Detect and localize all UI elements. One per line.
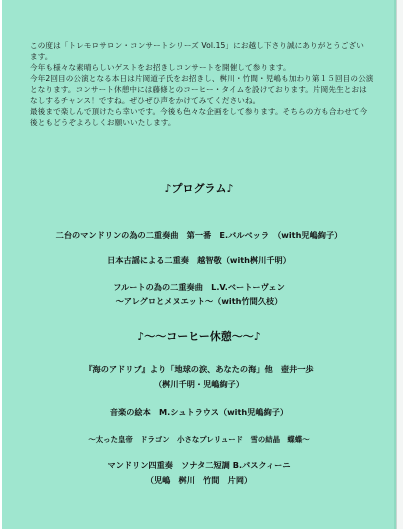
program-sheet (2, 0, 396, 529)
intro-line: 今年2回目の公演となる本日は片岡道子氏をお招きし、桝川・竹間・児嶋も加わり第１５回目の公演 (30, 74, 374, 83)
program-item: 二台のマンドリンの為の二重奏曲 第一番 E.バルベッラ （with児嶋絢子） (55, 230, 343, 240)
program-item: 日本古謡による二重奏 越智敬（with桝川千明） (107, 255, 291, 265)
intro-line: ます。 (30, 52, 53, 61)
program-item: ～アレグロとメヌエット～（with竹間久枝） (115, 296, 283, 306)
intro-text (30, 40, 390, 128)
intro-line: なしするチャンス！ですね。ぜひぜひ声をかけてみてくださいね。 (30, 96, 261, 105)
intro-line: この度は「トレモロサロン・コンサートシリーズ Vol.15」にお越し下さり誠にありがとうござい (30, 41, 364, 50)
intro-line: となります。コンサート休憩中には藤條とのコーヒー・タイムを設けております。片岡先生とおは (30, 85, 367, 94)
program-item: ～太った皇帝 ドラゴン 小さなプレリュード 雪の結晶 蝶蝶～ (88, 435, 310, 444)
program-item: フルートの為の二重奏曲 L.V.ベートーヴェン (113, 282, 285, 292)
intro-line: 後ともどうぞよろしくお願いいたします。 (30, 118, 176, 127)
intro-line: 最後まで楽しんで頂けたら幸いです。今後も色々な企画をして参ります。そちらの方も合わせて今 (30, 107, 368, 116)
page-edge (396, 0, 403, 529)
program-heading: ♪プログラム♪ (164, 182, 234, 195)
program-item: 『海のアドリブ』より「地球の涙、あなたの海」他 壺井一歩 (84, 364, 314, 374)
program-item: 音楽の絵本 M.シュトラウス（with児嶋絢子） (109, 407, 289, 417)
program-item: マンドリン四重奏 ソナタ二短調 B.パスクィーニ (107, 460, 291, 470)
break-heading: ♪～～コーヒー休憩～～♪ (137, 330, 261, 343)
program-item: （児嶋 桝川 竹間 片岡） (145, 475, 253, 485)
intro-line: 今年も様々な素晴らしいゲストをお招きしコンサートを開催して参ります。 (30, 63, 291, 72)
program-item: （桝川千明・児嶋絢子） (153, 379, 245, 389)
